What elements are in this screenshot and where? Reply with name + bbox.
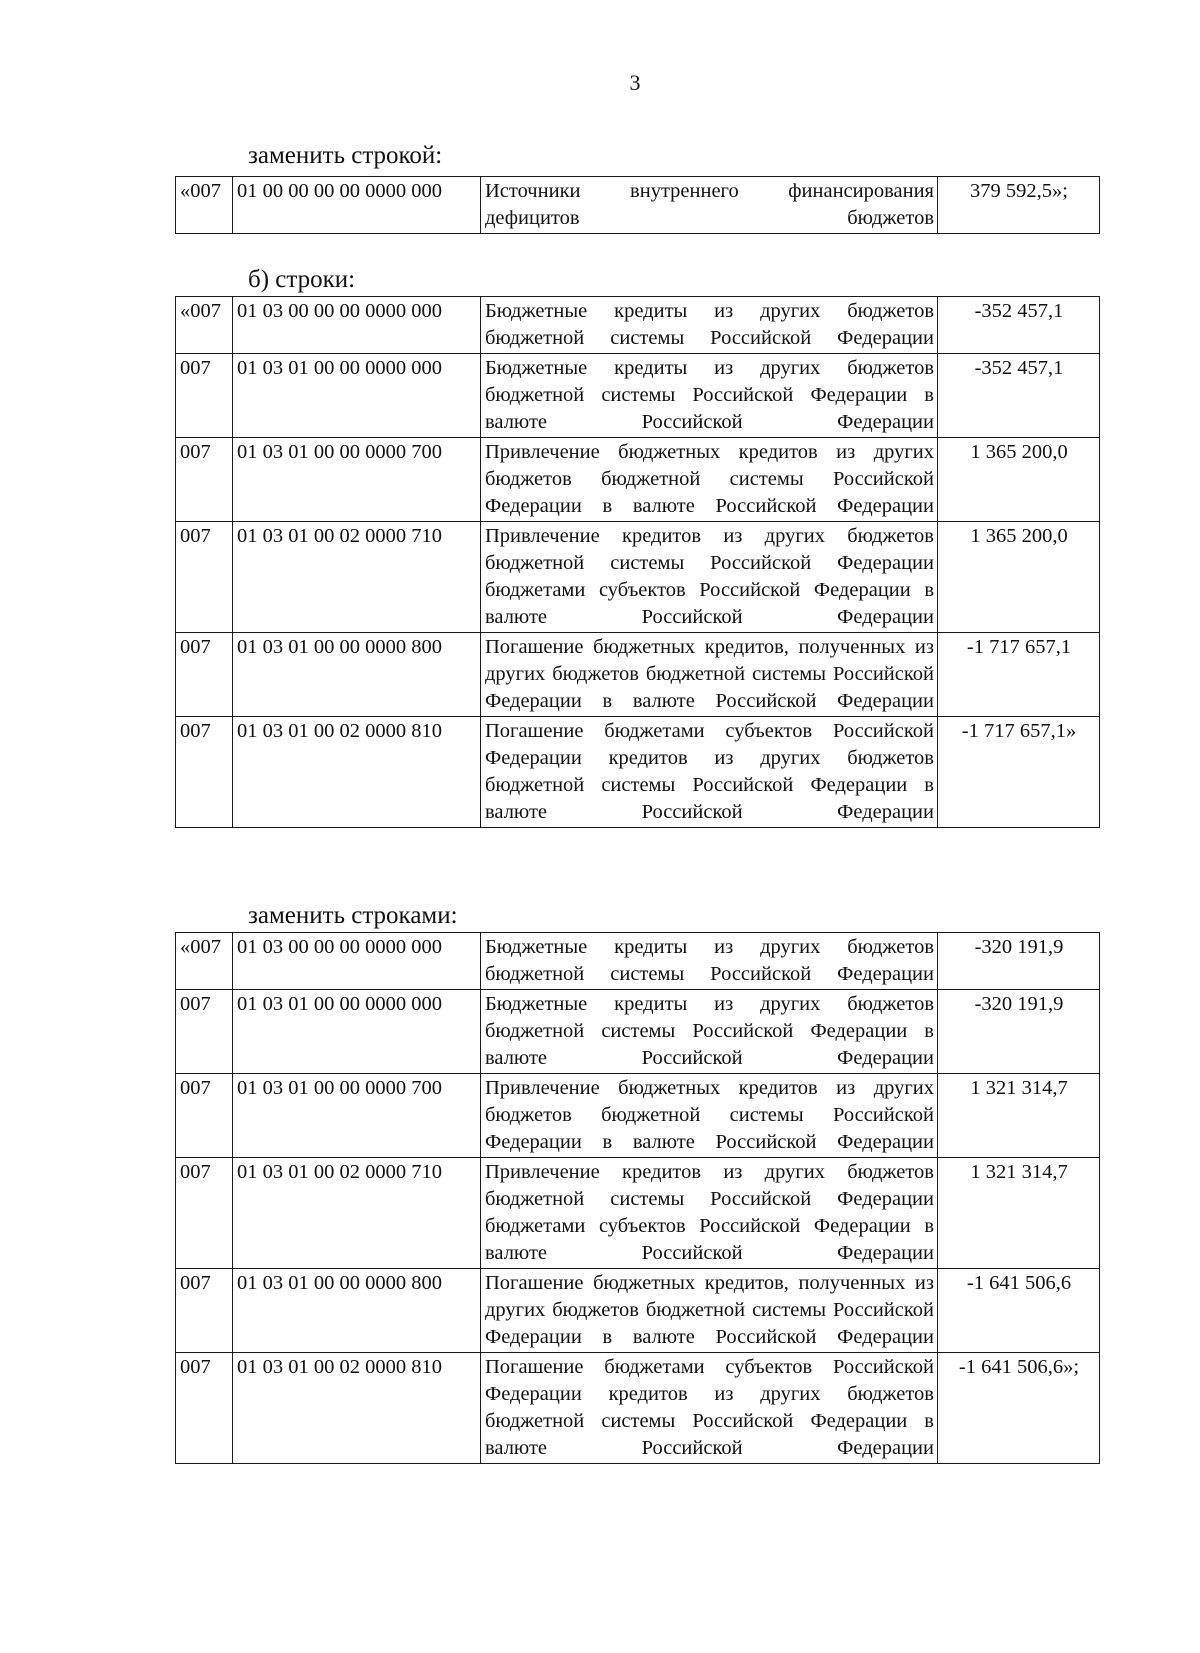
- table-row: [176, 633, 1100, 717]
- source-name-cell: Источники внутреннего финансирования дефицитов бюджетов: [481, 177, 938, 234]
- budget-classification-code-cell: 01 03 01 00 00 0000 700: [233, 1074, 481, 1158]
- admin-code-cell: 007: [176, 354, 233, 438]
- page-number: 3: [629, 70, 641, 95]
- table-row: [176, 933, 1100, 990]
- admin-code-cell: 007: [176, 1353, 233, 1464]
- original-rows-table: [175, 296, 1100, 828]
- admin-code-cell: 007: [176, 717, 233, 828]
- source-name-cell: Привлечение бюджетных кредитов из других бюджетов бюджетной системы Российской Федерации в валюте Российской Федерации: [481, 1074, 938, 1158]
- source-name-cell: Погашение бюджетных кредитов, полученных из других бюджетов бюджетной системы Российской Федерации в валюте Российской Федерации: [481, 633, 938, 717]
- section-caption-b-rows: б) строки:: [248, 266, 356, 293]
- table-row: [176, 177, 1100, 234]
- amount-cell: -1 717 657,1: [938, 633, 1100, 717]
- source-name-cell: Погашение бюджетами субъектов Российской Федерации кредитов из других бюджетов бюджетной системы Российской Федерации в валюте Российской Федерации: [481, 1353, 938, 1464]
- amount-cell: 379 592,5»;: [938, 177, 1100, 234]
- budget-classification-code-cell: 01 03 01 00 00 0000 000: [233, 354, 481, 438]
- table-row: [176, 438, 1100, 522]
- source-name-cell: Бюджетные кредиты из других бюджетов бюджетной системы Российской Федерации: [481, 933, 938, 990]
- amount-cell: -352 457,1: [938, 354, 1100, 438]
- source-name-cell: Бюджетные кредиты из других бюджетов бюджетной системы Российской Федерации в валюте Российской Федерации: [481, 990, 938, 1074]
- budget-classification-code-cell: 01 03 01 00 00 0000 000: [233, 990, 481, 1074]
- table-row: [176, 717, 1100, 828]
- table-row: [176, 1158, 1100, 1269]
- admin-code-cell: 007: [176, 1158, 233, 1269]
- admin-code-cell: 007: [176, 633, 233, 717]
- budget-classification-code-cell: 01 03 01 00 00 0000 800: [233, 1269, 481, 1353]
- replacement-rows-table: [175, 932, 1100, 1464]
- admin-code-cell: 007: [176, 522, 233, 633]
- table-row: [176, 297, 1100, 354]
- source-name-cell: Бюджетные кредиты из других бюджетов бюджетной системы Российской Федерации: [481, 297, 938, 354]
- table-row: [176, 1074, 1100, 1158]
- budget-classification-code-cell: 01 03 01 00 02 0000 810: [233, 1353, 481, 1464]
- amount-cell: 1 321 314,7: [938, 1158, 1100, 1269]
- table-row: [176, 990, 1100, 1074]
- budget-classification-code-cell: 01 03 01 00 00 0000 700: [233, 438, 481, 522]
- table-row: [176, 522, 1100, 633]
- source-name-cell: Погашение бюджетных кредитов, полученных из других бюджетов бюджетной системы Российской Федерации в валюте Российской Федерации: [481, 1269, 938, 1353]
- budget-classification-code-cell: 01 00 00 00 00 0000 000: [233, 177, 481, 234]
- budget-classification-code-cell: 01 03 01 00 02 0000 710: [233, 1158, 481, 1269]
- budget-classification-code-cell: 01 03 00 00 00 0000 000: [233, 297, 481, 354]
- amount-cell: -1 717 657,1»: [938, 717, 1100, 828]
- admin-code-cell: 007: [176, 1074, 233, 1158]
- replacement-row-table: [175, 176, 1100, 234]
- amount-cell: -1 641 506,6»;: [938, 1353, 1100, 1464]
- table-row: [176, 1353, 1100, 1464]
- source-name-cell: Погашение бюджетами субъектов Российской Федерации кредитов из других бюджетов бюджетной системы Российской Федерации в валюте Российской Федерации: [481, 717, 938, 828]
- admin-code-cell: «007: [176, 177, 233, 234]
- amount-cell: 1 365 200,0: [938, 522, 1100, 633]
- admin-code-cell: 007: [176, 990, 233, 1074]
- amount-cell: 1 321 314,7: [938, 1074, 1100, 1158]
- budget-classification-code-cell: 01 03 01 00 02 0000 710: [233, 522, 481, 633]
- budget-classification-code-cell: 01 03 01 00 02 0000 810: [233, 717, 481, 828]
- amount-cell: -320 191,9: [938, 990, 1100, 1074]
- source-name-cell: Привлечение бюджетных кредитов из других бюджетов бюджетной системы Российской Федерации в валюте Российской Федерации: [481, 438, 938, 522]
- admin-code-cell: «007: [176, 297, 233, 354]
- section-caption-replace-row: заменить строкой:: [248, 142, 443, 169]
- admin-code-cell: 007: [176, 1269, 233, 1353]
- amount-cell: -1 641 506,6: [938, 1269, 1100, 1353]
- amount-cell: -352 457,1: [938, 297, 1100, 354]
- source-name-cell: Бюджетные кредиты из других бюджетов бюджетной системы Российской Федерации в валюте Российской Федерации: [481, 354, 938, 438]
- amount-cell: 1 365 200,0: [938, 438, 1100, 522]
- budget-classification-code-cell: 01 03 00 00 00 0000 000: [233, 933, 481, 990]
- table-row: [176, 1269, 1100, 1353]
- amount-cell: -320 191,9: [938, 933, 1100, 990]
- budget-classification-code-cell: 01 03 01 00 00 0000 800: [233, 633, 481, 717]
- table-row: [176, 354, 1100, 438]
- section-caption-replace-rows: заменить строками:: [248, 902, 458, 929]
- admin-code-cell: «007: [176, 933, 233, 990]
- source-name-cell: Привлечение кредитов из других бюджетов бюджетной системы Российской Федерации бюджетами субъектов Российской Федерации в валюте Российской Федерации: [481, 1158, 938, 1269]
- source-name-cell: Привлечение кредитов из других бюджетов бюджетной системы Российской Федерации бюджетами субъектов Российской Федерации в валюте Российской Федерации: [481, 522, 938, 633]
- admin-code-cell: 007: [176, 438, 233, 522]
